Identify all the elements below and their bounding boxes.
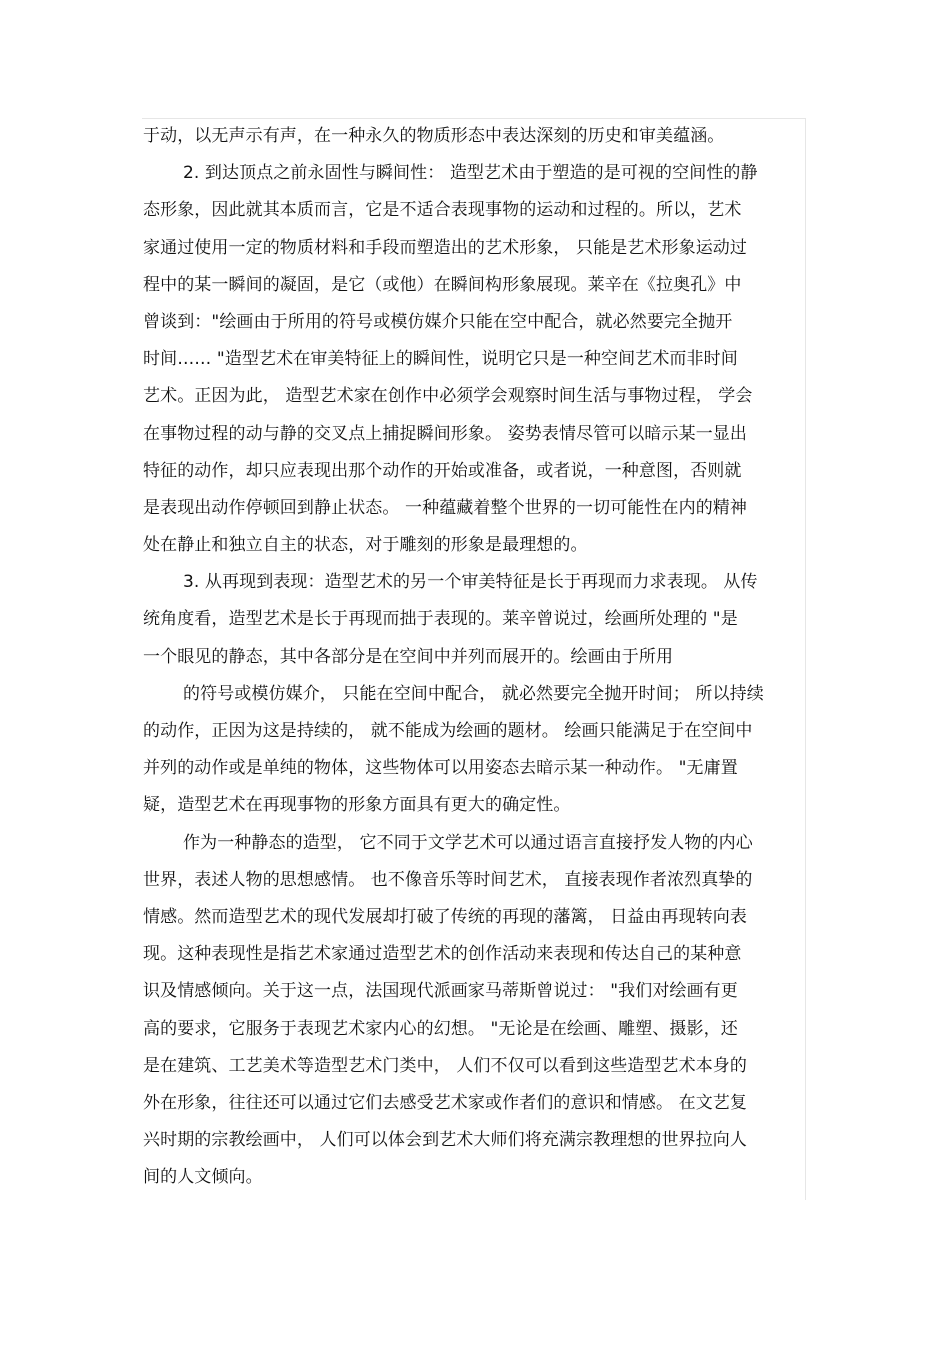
text-line: 情感。然而造型艺术的现代发展却打破了传统的再现的藩篱， 日益由再现转向表 [143, 906, 748, 927]
text-line: 高的要求，它服务于表现艺术家内心的幻想。 "无论是在绘画、雕塑、摄影，还 [143, 1018, 738, 1039]
text-line: 疑，造型艺术在再现事物的形象方面具有更大的确定性。 [143, 795, 571, 816]
text-line: 的符号或模仿媒介， 只能在空间中配合， 就必然要完全抛开时间； 所以持续 [183, 683, 764, 704]
text-line: 2. 到达顶点之前永固性与瞬间性： 造型艺术由于塑造的是可视的空间性的静 [183, 163, 758, 184]
text-line: 是表现出动作停顿回到静止状态。 一种蕴藏着整个世界的一切可能性在内的精神 [143, 497, 748, 518]
text-line: 程中的某一瞬间的凝固，是它（或他）在瞬间构形象展现。莱辛在《拉奥孔》中 [143, 274, 742, 295]
text-line: 一个眼见的静态，其中各部分是在空间中并列而展开的。绘画由于所用 [143, 646, 674, 667]
text-line: 识及情感倾向。关于这一点，法国现代派画家马蒂斯曾说过： "我们对绘画有更 [143, 981, 738, 1002]
document-body [143, 118, 813, 1196]
text-line: 于动，以无声示有声，在一种永久的物质形态中表达深刻的历史和审美蕴涵。 [143, 126, 725, 146]
text-line: 现。这种表现性是指艺术家通过造型艺术的创作活动来表现和传达自己的某种意 [143, 944, 742, 965]
text-line: 艺术。正因为此， 造型艺术家在创作中必须学会观察时间生活与事物过程， 学会 [143, 386, 753, 407]
text-line: 间的人文倾向。 [143, 1167, 263, 1188]
text-line: 作为一种静态的造型， 它不同于文学艺术可以通过语言直接抒发人物的内心 [183, 832, 753, 853]
text-line: 世界，表述人物的思想感情。 也不像音乐等时间艺术， 直接表现作者浓烈真挚的 [143, 869, 753, 890]
text-line: 时间…… "造型艺术在审美特征上的瞬间性，说明它只是一种空间艺术而非时间 [143, 349, 738, 370]
text-line: 的动作，正因为这是持续的， 就不能成为绘画的题材。 绘画只能满足于在空间中 [143, 721, 753, 741]
text-line: 3. 从再现到表现：造型艺术的另一个审美特征是长于再现而力求表现。 从传 [183, 572, 758, 593]
text-line: 态形象，因此就其本质而言，它是不适合表现事物的运动和过程的。所以，艺术 [143, 200, 742, 221]
text-line: 曾谈到："绘画由于所用的符号或模仿媒介只能在空中配合，就必然要完全抛开 [143, 311, 733, 332]
text-line: 家通过使用一定的物质材料和手段而塑造出的艺术形象， 只能是艺术形象运动过 [143, 237, 748, 258]
text-line: 在事物过程的动与静的交叉点上捕捉瞬间形象。 姿势表情尽管可以暗示某一显出 [143, 423, 748, 444]
text-line: 并列的动作或是单纯的物体，这些物体可以用姿态去暗示某一种动作。 "无庸置 [143, 758, 738, 779]
text-line: 是在建筑、工艺美术等造型艺术门类中， 人们不仅可以看到这些造型艺术本身的 [143, 1055, 748, 1076]
text-line: 处在静止和独立自主的状态，对于雕刻的形象是最理想的。 [143, 535, 588, 556]
text-line: 兴时期的宗教绘画中， 人们可以体会到艺术大师们将充满宗教理想的世界拉向人 [143, 1130, 748, 1151]
text-line: 统角度看，造型艺术是长于再现而拙于表现的。莱辛曾说过，绘画所处理的 "是 [143, 609, 738, 630]
text-line: 外在形象，往往还可以通过它们去感受艺术家或作者们的意识和情感。 在文艺复 [143, 1092, 748, 1113]
text-line: 特征的动作，却只应表现出那个动作的开始或准备，或者说，一种意图，否则就 [143, 460, 742, 481]
